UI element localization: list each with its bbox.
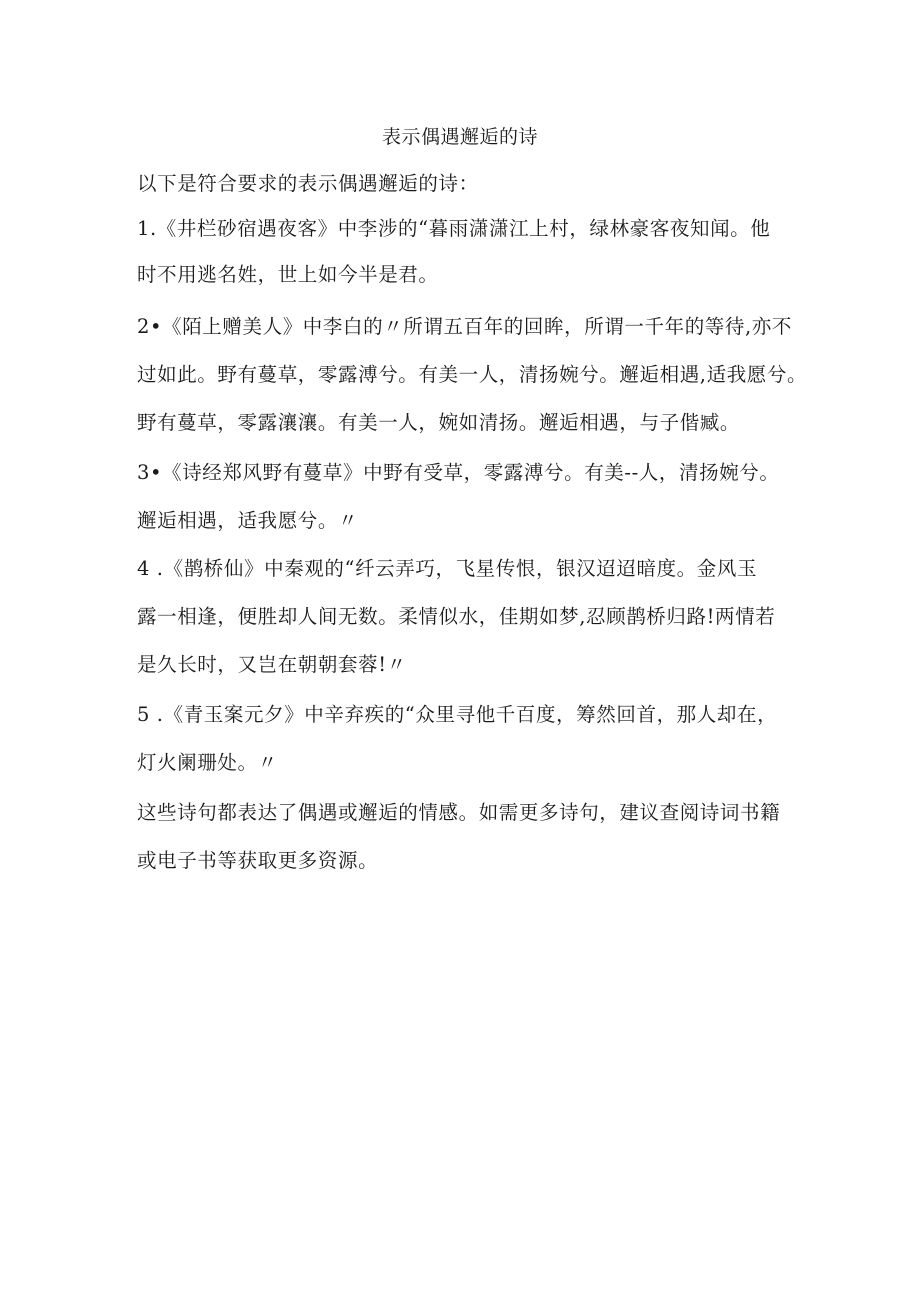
poem-4-line-3: 是久长时，又岂在朝朝套蓉!〃 bbox=[137, 653, 407, 676]
closing-line-1: 这些诗句都表达了偶遇或邂逅的情感。如需更多诗句，建议查阅诗词书籍 bbox=[137, 801, 781, 824]
poem-3-line-1: 3•《诗经郑风野有蔓草》中野有受草，零露溥兮。有美--人，清扬婉兮。 bbox=[137, 461, 780, 484]
poem-2-line-1: 2•《陌上赠美人》中李白的〃所谓五百年的回眸，所谓一千年的等待,亦不 bbox=[137, 315, 793, 338]
poem-2-line-2: 过如此。野有蔓草，零露溥兮。有美一人，清扬婉兮。邂逅相遇,适我愿兮。 bbox=[137, 363, 808, 386]
poem-1-line-1: 1.《井栏砂宿遇夜客》中李涉的“暮雨潇潇江上村，绿林豪客夜知闻。他 bbox=[137, 217, 771, 240]
poem-1-line-2: 时不用逃名姓，世上如今半是君。 bbox=[137, 263, 439, 286]
poem-2-line-3: 野有蔓草，零露瀼瀼。有美一人，婉如清扬。邂逅相遇，与子偕臧。 bbox=[137, 411, 741, 434]
poem-3-line-2: 邂逅相遇，适我愿兮。〃 bbox=[137, 509, 359, 532]
intro-line: 以下是符合要求的表示偶遇邂逅的诗： bbox=[137, 172, 479, 195]
poem-5-line-1: 5 .《青玉案元夕》中辛弃疾的“众里寻他千百度，筹然回首，那人却在， bbox=[137, 703, 778, 726]
document-title: 表示偶遇邂逅的诗 bbox=[381, 126, 538, 148]
poem-5-line-2: 灯火阑珊处。〃 bbox=[137, 751, 278, 774]
poem-4-line-2: 露一相逢，便胜却人间无数。柔情似水，佳期如梦,忍顾鹊桥归路!两情若 bbox=[137, 605, 776, 628]
poem-4-line-1: 4 .《鹊桥仙》中秦观的“纤云弄巧，飞星传恨，银汉迢迢暗度。金风玉 bbox=[137, 557, 758, 580]
closing-line-2: 或电子书等获取更多资源。 bbox=[137, 849, 379, 872]
